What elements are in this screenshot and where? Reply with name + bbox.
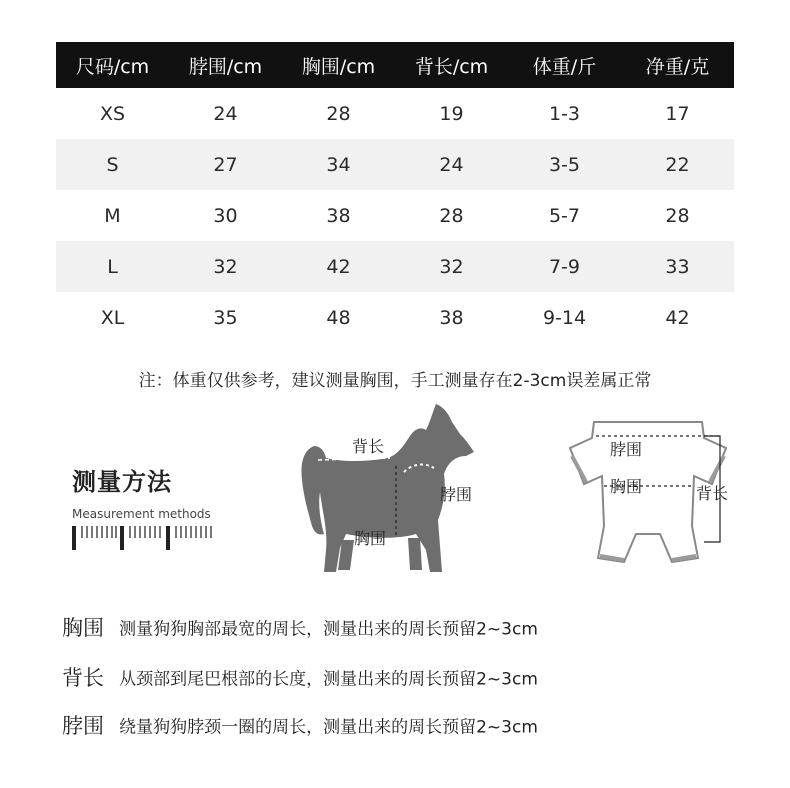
table-cell: 28 [665,204,690,227]
table-cell: 9-14 [542,306,587,329]
suit-label-back: 背长 [696,484,729,503]
table-cell: 33 [621,241,734,292]
description-text: 绕量狗狗脖颈一圈的周长，测量出来的周长预留2~3cm [119,717,538,738]
table-row [56,292,734,343]
description-term: 脖围 [62,714,104,738]
suit-label-chest: 胸围 [610,477,643,496]
table-row [56,88,734,139]
table-cell: 48 [326,306,351,329]
table-cell: XS [99,102,126,125]
suit-label-neck: 脖围 [610,440,643,459]
table-cell: 38 [326,204,351,227]
table-cell: 19 [439,102,464,125]
dog-label-neck: 脖围 [440,485,473,504]
header-chest: 胸围/cm [282,42,395,88]
table-cell: L [56,241,169,292]
table-cell: 28 [439,204,464,227]
table-cell: 42 [282,241,395,292]
table-cell: 5-7 [548,204,581,227]
table-row [56,241,734,292]
measurement-note: 注：体重仅供参考，建议测量胸围，手工测量存在2-3cm误差属正常 [138,371,652,391]
method-title: 测量方法 [72,468,172,496]
description-neck [62,710,538,740]
table-cell: 35 [213,306,238,329]
table-cell: 24 [213,102,238,125]
description-text: 测量狗狗胸部最宽的周长，测量出来的周长预留2~3cm [119,619,538,640]
size-table [56,42,734,343]
method-heading [72,462,211,521]
table-cell: 17 [665,102,690,125]
description-term: 背长 [62,666,104,690]
description-back [62,662,538,692]
header-net-weight: 净重/克 [621,42,734,88]
description-term: 胸围 [62,616,104,640]
table-cell: 1-3 [548,102,581,125]
table-cell: M [104,204,121,227]
table-cell: 32 [395,241,508,292]
table-row [56,139,734,190]
dog-label-chest: 胸围 [354,529,387,548]
table-cell: 34 [282,139,395,190]
table-cell: 24 [395,139,508,190]
table-cell: 30 [213,204,238,227]
table-cell: XL [100,306,125,329]
table-cell: 7-9 [508,241,621,292]
header-back: 背长/cm [395,42,508,88]
table-cell: 27 [169,139,282,190]
table-cell: 3-5 [508,139,621,190]
description-chest [62,612,538,642]
ruler-icon [72,522,218,552]
table-cell: 32 [169,241,282,292]
header-neck: 脖围/cm [169,42,282,88]
header-size: 尺码/cm [56,42,169,88]
dog-label-back: 背长 [352,437,385,456]
method-subtitle: Measurement methods [72,507,211,521]
header-weight: 体重/斤 [508,42,621,88]
description-text: 从颈部到尾巴根部的长度，测量出来的周长预留2~3cm [119,669,538,690]
table-cell: 42 [665,306,690,329]
table-cell: 38 [439,306,464,329]
table-cell: S [56,139,169,190]
table-row [56,190,734,241]
table-cell: 22 [621,139,734,190]
table-cell: 28 [326,102,351,125]
table-header-row [56,42,734,88]
